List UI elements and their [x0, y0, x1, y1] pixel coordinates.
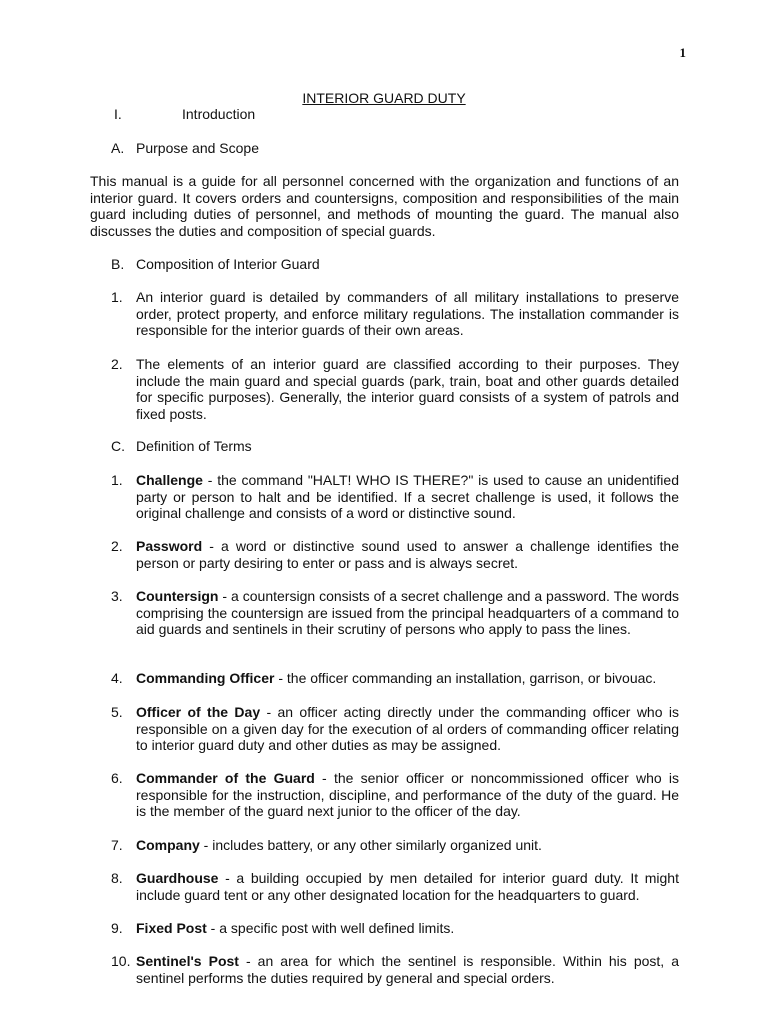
subsection-heading-purpose: [111, 140, 259, 157]
page-number: 1: [679, 45, 686, 60]
definition-term: Sentinel's Post: [136, 953, 239, 969]
document-title: INTERIOR GUARD DUTY: [302, 90, 466, 106]
subsection-heading-definitions: [111, 438, 252, 455]
intro-paragraph: This manual is a guide for all personnel concerned with the organization and functions of an interior guard. It covers orders and countersigns, composition and responsibilities of the main guard including duties of personnel, and methods of mounting the guard. The manual also discusses the duties and composition of special guards.: [90, 173, 679, 239]
definition-number: 5.: [111, 704, 123, 720]
definition-term: Company: [136, 837, 200, 853]
subsection-label: Definition of Terms: [136, 438, 252, 454]
definition-item: [111, 837, 679, 854]
subsection-marker: A.: [111, 140, 125, 156]
definition-number: 2.: [111, 538, 123, 554]
definition-item: [111, 670, 679, 687]
definition-item: [111, 588, 679, 638]
definition-item: [111, 953, 679, 986]
list-item: [111, 289, 679, 339]
definition-item: [111, 870, 679, 903]
subsection-heading-composition: [111, 256, 320, 273]
list-item-number: 1.: [111, 289, 123, 305]
definition-text: - a building occupied by men detailed for interior guard duty. It might include guard tent or any other designated location for the headquarters to guard.: [136, 870, 679, 903]
definition-item: [111, 704, 679, 754]
section-heading-introduction: [114, 106, 255, 123]
definition-item: [111, 472, 679, 522]
definition-term: Fixed Post: [136, 920, 207, 936]
definition-text: - an area for which the sentinel is responsible. Within his post, a sentinel performs the duties required by general and special orders.: [136, 953, 679, 986]
subsection-marker: C.: [111, 438, 125, 454]
definition-text: - a word or distinctive sound used to answer a challenge identifies the person or party desiring to enter or pass and is always secret.: [136, 538, 679, 571]
definition-term: Guardhouse: [136, 870, 219, 886]
definition-number: 8.: [111, 870, 123, 886]
definition-term: Challenge: [136, 472, 203, 488]
list-item-text: The elements of an interior guard are classified according to their purposes. They include the main guard and special guards (park, train, boat and other guards detailed for specific purposes). Generally, the interior guard consists of a system of patrols and fixed posts.: [136, 356, 679, 422]
section-marker: I.: [114, 106, 122, 122]
definition-text: - a countersign consists of a secret challenge and a password. The words comprising the countersign are issued from the principal headquarters of a command to aid guards and sentinels in their scrutiny of persons who apply to pass the lines.: [136, 588, 679, 637]
definition-term: Commanding Officer: [136, 670, 275, 686]
definition-term: Officer of the Day: [136, 704, 261, 720]
definition-text: - the command "HALT! WHO IS THERE?" is used to cause an unidentified party or person to halt and be identified. If a secret challenge is used, it follows the original challenge and consists of a word or distinctive sound.: [136, 472, 679, 521]
definition-term: Commander of the Guard: [136, 770, 315, 786]
definition-item: [111, 920, 679, 937]
subsection-marker: B.: [111, 256, 125, 272]
list-item-number: 2.: [111, 356, 123, 372]
definition-number: 9.: [111, 920, 123, 936]
definition-text: - the senior officer or noncommissioned officer who is responsible for the instruction, discipline, and performance of the duty of the guard. He is the member of the guard next junior to the officer of the day.: [136, 770, 679, 819]
list-item: [111, 356, 679, 422]
definition-number: 7.: [111, 837, 123, 853]
definition-term: Password: [136, 538, 203, 554]
definition-text: - a specific post with well defined limits.: [206, 920, 455, 936]
list-item-text: An interior guard is detailed by commanders of all military installations to preserve order, protect property, and enforce military regulations. The installation commander is responsible for the interior guards of their own areas.: [136, 289, 679, 338]
section-label: Introduction: [182, 106, 256, 122]
definition-term: Countersign: [136, 588, 219, 604]
definition-number: 6.: [111, 770, 123, 786]
definition-text: - includes battery, or any other similarly organized unit.: [199, 837, 542, 853]
definition-number: 4.: [111, 670, 123, 686]
subsection-label: Composition of Interior Guard: [136, 256, 320, 272]
definition-item: [111, 538, 679, 571]
definition-number: 10.: [111, 953, 131, 969]
definition-item: [111, 770, 679, 820]
subsection-label: Purpose and Scope: [136, 140, 259, 156]
definition-text: - an officer acting directly under the commanding officer who is responsible on a given day for the execution of al orders of commanding officer relating to interior guard duty and other duties as may be assigned.: [136, 704, 679, 753]
definition-number: 1.: [111, 472, 123, 488]
definition-number: 3.: [111, 588, 123, 604]
definition-text: - the officer commanding an installation, garrison, or bivouac.: [274, 670, 657, 686]
